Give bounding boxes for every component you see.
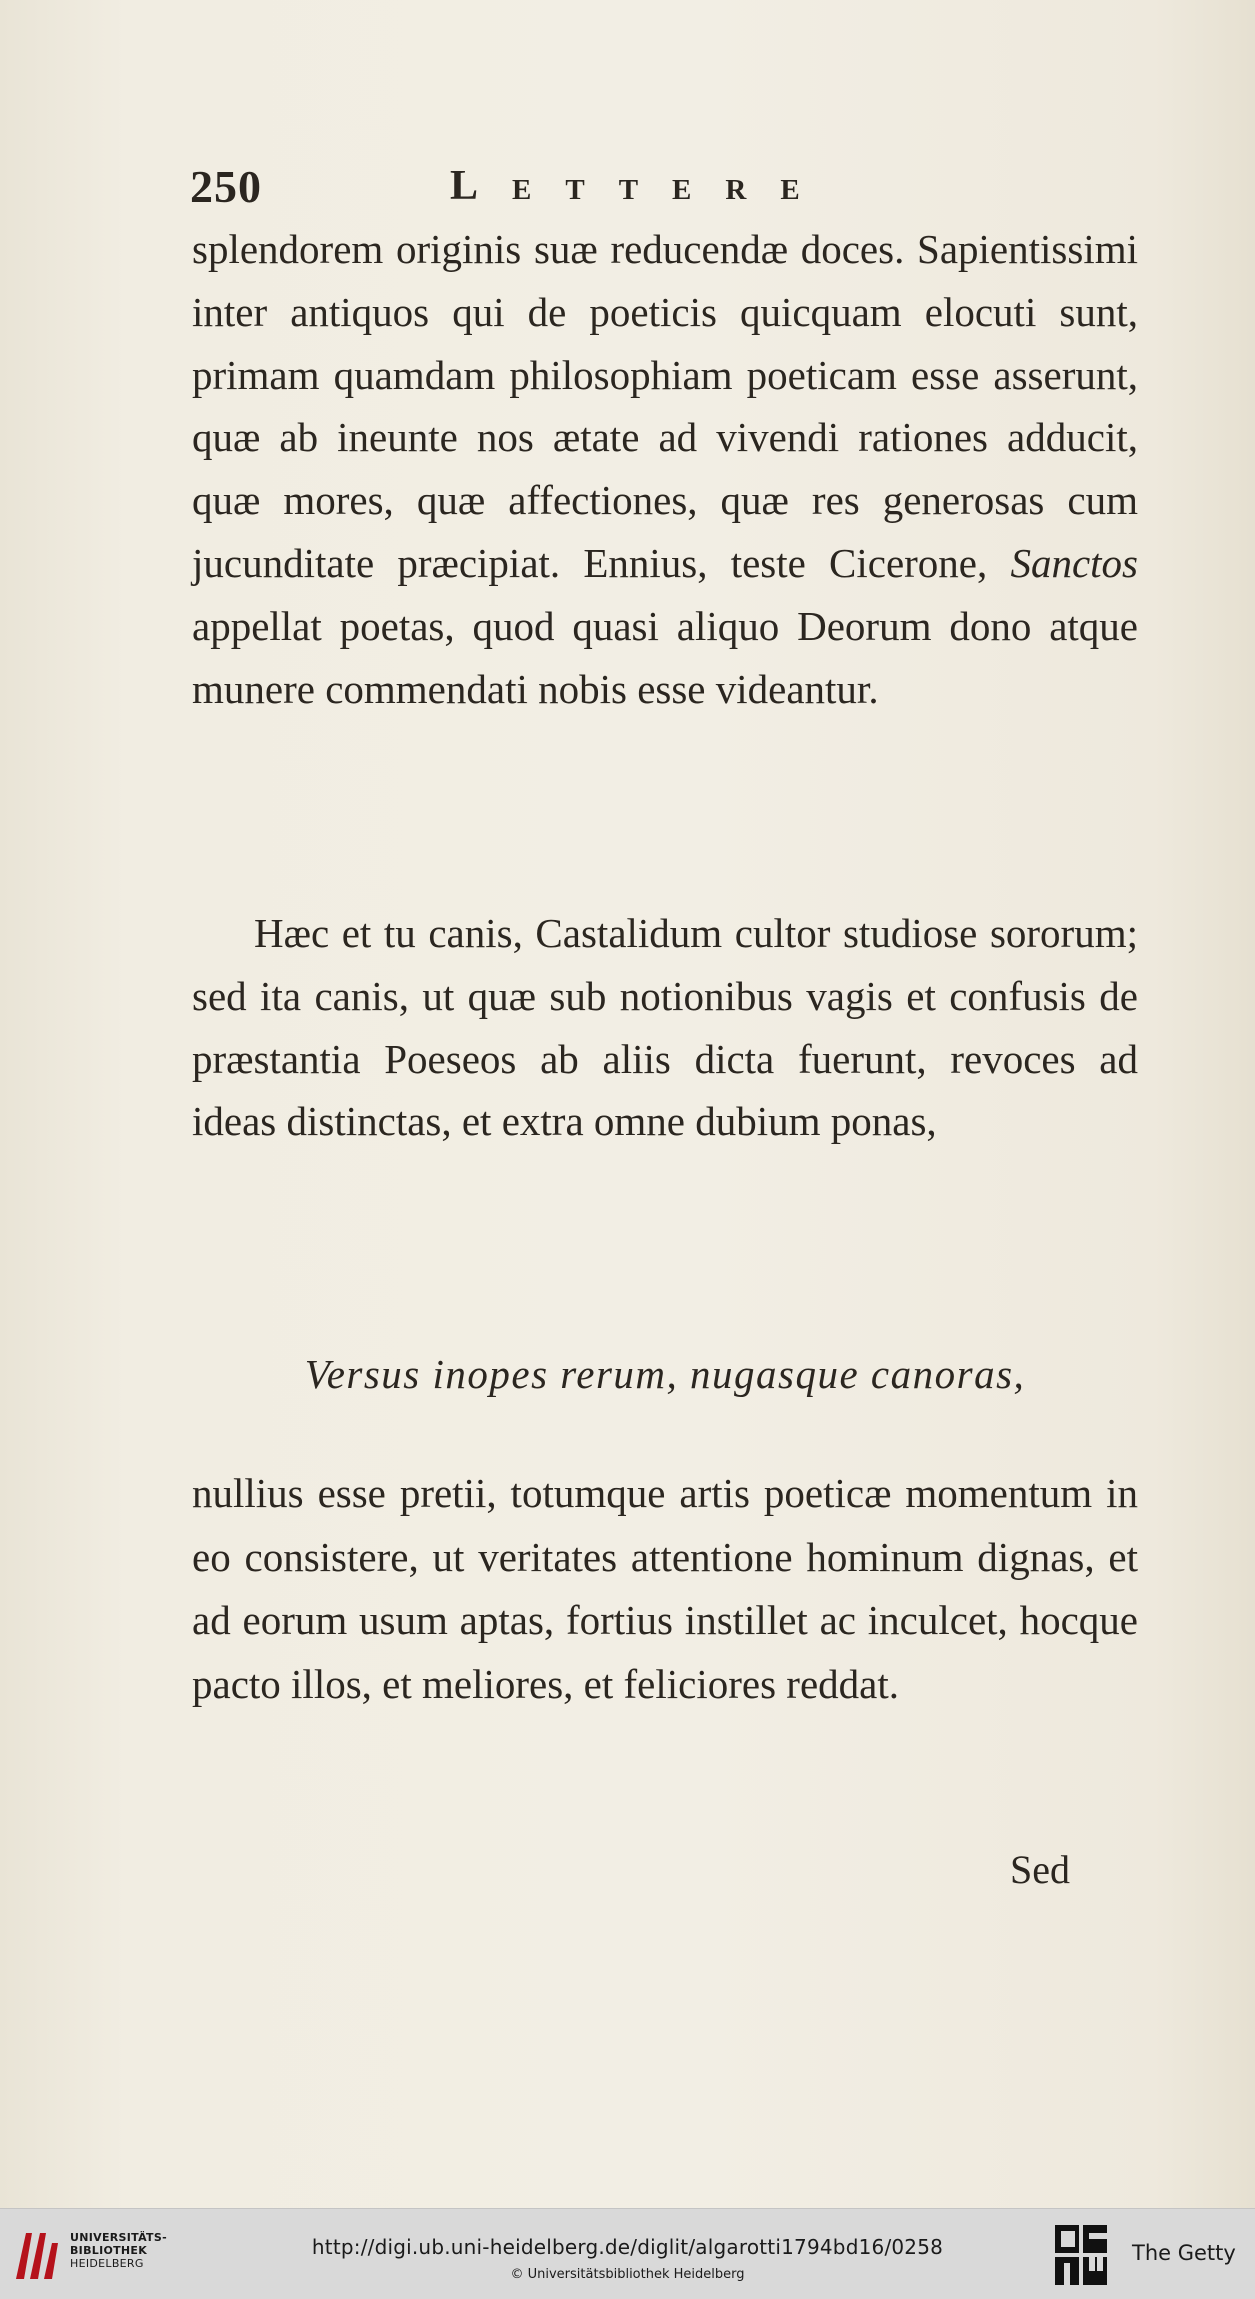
viewer-footer (0, 2208, 1255, 2299)
verse-quote: Versus inopes rerum, nugasque canoras, (304, 1351, 1026, 1397)
italic-word: Sanctos (1010, 539, 1138, 586)
running-title: Lettere (450, 163, 834, 209)
copyright-notice: © Universitätsbibliothek Heidelberg (510, 2267, 745, 2282)
page-number: 250 (190, 161, 262, 212)
paragraph-3: nullius esse pretii, totumque artis poeticæ momentum in eo consistere, ut veritates attentione hominum dignas, et ad eorum usum aptas, fortius instillet ac inculcet, hocque pacto illos, et meliores, et feliciores reddat. (192, 1470, 1138, 1707)
library-name-line: HEIDELBERG (70, 2257, 144, 2270)
getty-logo-icon (1053, 2223, 1109, 2287)
permalink-url[interactable]: http://digi.ub.uni-heidelberg.de/diglit/algarotti1794bd16/0258 (311, 2235, 944, 2259)
paragraph-1 (192, 218, 1138, 720)
catchword: Sed (1010, 1847, 1070, 1892)
page-header (190, 160, 1140, 210)
library-name-line: BIBLIOTHEK (70, 2244, 148, 2257)
paragraph-1-text: splendorem originis suæ reducendæ doces. Sapientissimi inter antiquos qui de poeticis quicquam elocuti sunt, primam quamdam philosophiam poeticam esse asserunt, quæ ab ineunte nos ætate ad vivendi rationes adducit, quæ mores, quæ affectiones, quæ res generosas cum jucunditate præcipiat. Ennius, teste Cicerone, (192, 226, 1138, 586)
paragraph-1-tail: appellat poetas, quod quasi aliquo Deorum dono atque munere commendati nobis esse videantur. (192, 602, 1138, 712)
library-name-line: UNIVERSITÄTS- (70, 2231, 167, 2244)
paragraph-2: Hæc et tu canis, Castalidum cultor studiose sororum; sed ita canis, ut quæ sub notionibus vagis et confusis de præstantia Poeseos ab aliis dicta fuerunt, revoces ad ideas distinctas, et extra omne dubium ponas, (192, 910, 1138, 1145)
partner-name: The Getty (1132, 2241, 1236, 2265)
